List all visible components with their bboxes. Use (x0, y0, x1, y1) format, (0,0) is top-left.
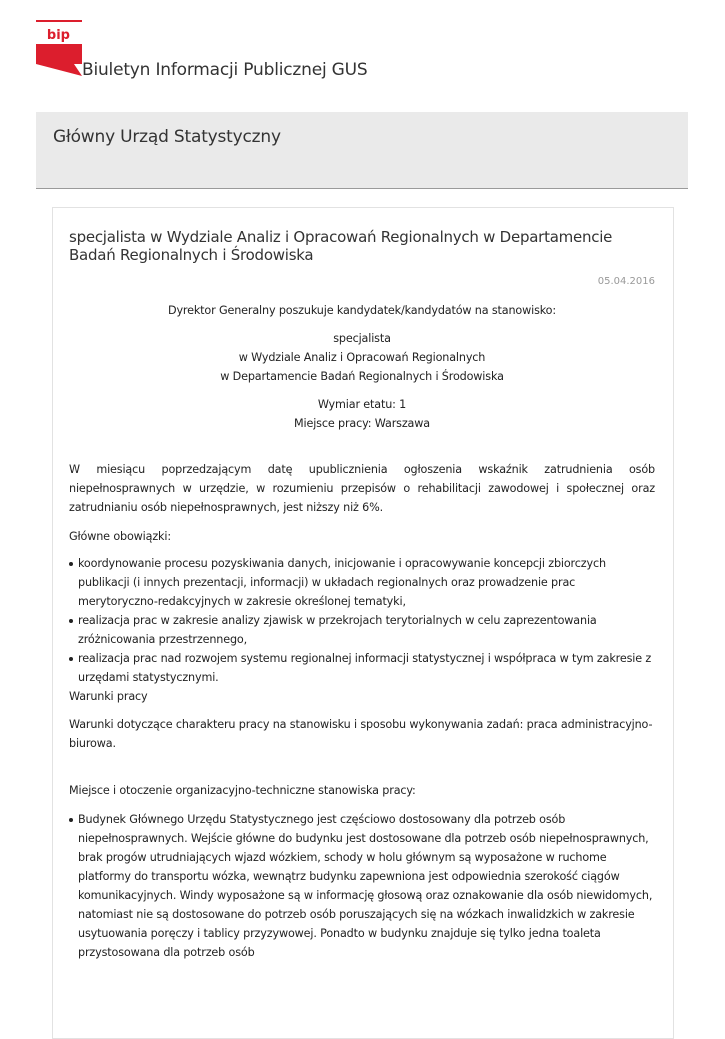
list-item: Budynek Głównego Urzędu Statystycznego jest częściowo dostosowany dla potrzeb osób niepełnosprawnych. Wejście główne do budynku jest dostosowane dla potrzeb osób niepełnosprawnych, brak progów utrudniających wjazd wózkiem, schody w holu głównym są wyposażone w ruchome platformy do transportu wózka, wewnątrz budynku zapewniona jest odpowiednia szerokość ciągów komunikacyjnych. Windy wyposażone są w informację głosową oraz oznakowanie dla osób niewidomych, natomiast nie są dostosowane do potrzeb osób poruszających się na wózkach inwalidzkich w zakresie usytuowania poręczy i tablicy przyzywowej. Ponadto w budynku znajduje się tylko jedna toaleta przystosowana dla potrzeb osób (69, 810, 655, 962)
bip-logo[interactable] (36, 20, 82, 76)
conditions-text: Warunki dotyczące charakteru pracy na stanowisku i sposobu wykonywania zadań: praca administracyjno-biurowa. (69, 718, 653, 750)
bip-logo-graphic (36, 20, 82, 76)
job-details (69, 395, 655, 433)
position-name: specjalista (333, 332, 391, 345)
list-item: realizacja prac nad rozwojem systemu regionalnej informacji statystycznej i współpraca w tym zakresie z urzędami statystycznymi. (69, 649, 655, 687)
list-item: koordynowanie procesu pozyskiwania danych, inicjowanie i opracowywanie koncepcji zbiorczych publikacji (i innych prezentacji, informacji) w układach regionalnych oraz prowadzenie prac merytoryczno-redakcyjnych w zakresie określonej tematyki, (69, 554, 655, 611)
list-item: realizacja prac w zakresie analizy zjawisk w przekrojach terytorialnych w celu zaprezentowania zróżnicowania przestrzennego, (69, 611, 655, 649)
workplace: Miejsce pracy: Warszawa (294, 417, 430, 430)
position-department: w Wydziale Analiz i Opracowań Regionalnych (238, 351, 486, 364)
environment-heading: Miejsce i otoczenie organizacyjno-techniczne stanowiska pracy: (69, 784, 416, 797)
article-content (69, 228, 655, 962)
environment-list (69, 810, 655, 962)
intro-text: Dyrektor Generalny poszukuje kandydatek/kandydatów na stanowisko: (167, 304, 556, 317)
conditions-heading: Warunki pracy (69, 690, 148, 703)
duties-list (69, 554, 655, 687)
position-block (69, 329, 655, 386)
duties-heading: Główne obowiązki: (69, 530, 171, 543)
disability-note: W miesiącu poprzedzającym datę upublicznienia ogłoszenia wskaźnik zatrudnienia osób niepełnosprawnych w urzędzie, w rozumieniu przepisów o rehabilitacji zawodowej i społecznej oraz zatrudnianiu osób niepełnosprawnych, jest niższy niż 6%. (69, 463, 655, 514)
employment-rate: Wymiar etatu: 1 (317, 398, 407, 411)
publication-date: 05.04.2016 (597, 276, 655, 287)
article-title: specjalista w Wydziale Analiz i Opracowań Regionalnych w Departamencie Badań Regionalnych i Środowiska (69, 228, 613, 264)
site-title[interactable]: Biuletyn Informacji Publicznej GUS (82, 60, 368, 80)
organization-banner (36, 112, 688, 189)
svg-text:bip: bip (46, 28, 70, 43)
organization-title[interactable]: Główny Urząd Statystyczny (53, 127, 281, 147)
position-unit: w Departamencie Badań Regionalnych i Środowiska (220, 370, 504, 383)
